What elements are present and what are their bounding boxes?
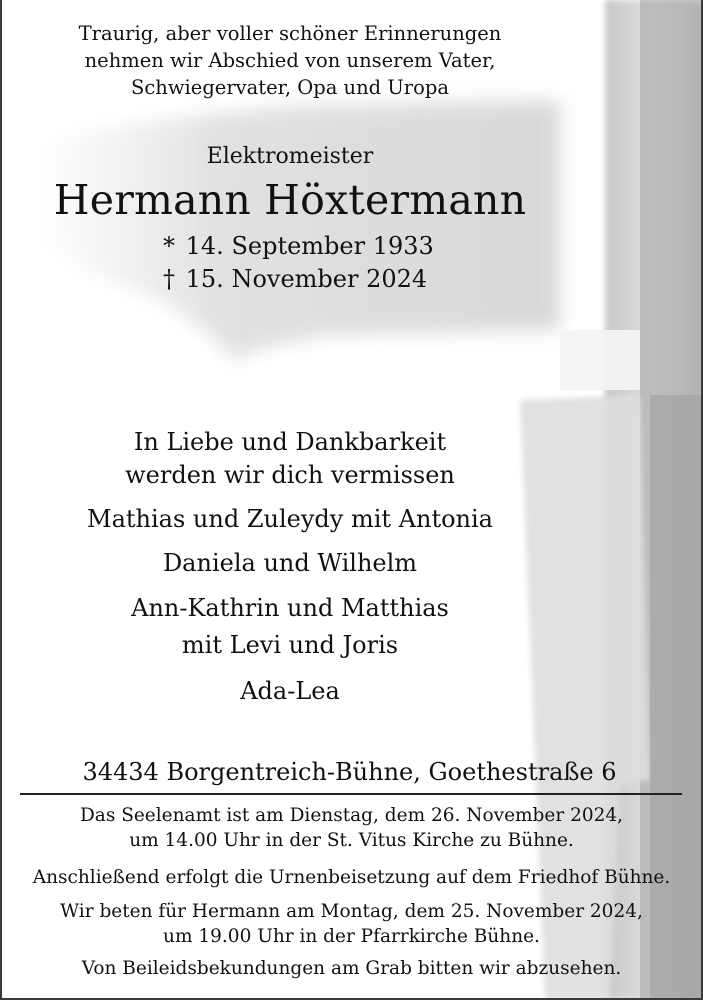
family-member: Ada-Lea (240, 677, 340, 705)
intro-line: Schwiegervater, Opa und Uropa (131, 76, 449, 99)
birth-asterisk-icon: * (163, 232, 175, 260)
intro-line: nehmen wir Abschied von unserem Vater, (84, 49, 496, 72)
life-dates (160, 230, 460, 296)
divider-line (20, 793, 682, 795)
deceased-title: Elektromeister (206, 144, 374, 169)
family-member: Ann-Kathrin und Matthias (131, 594, 449, 622)
notice-line: um 14.00 Uhr in der St. Vitus Kirche zu Bühne. (129, 830, 574, 851)
requiem-notice (0, 803, 703, 853)
notice-line: Das Seelenamt ist am Dienstag, dem 26. November 2024, (79, 805, 624, 826)
death-date-row (160, 263, 460, 296)
death-cross-icon: † (163, 265, 175, 293)
condolence-notice: Von Beileidsbekundungen am Grab bitten wir abzusehen. (81, 958, 622, 979)
mourning-text (0, 426, 580, 492)
mourning-line: In Liebe und Dankbarkeit (133, 428, 447, 456)
burial-notice: Anschließend erfolgt die Urnenbeisetzung auf dem Friedhof Bühne. (32, 867, 671, 888)
family-member: Daniela und Wilhelm (162, 549, 418, 577)
family-member: mit Levi und Joris (181, 631, 399, 659)
mourner-address: 34434 Borgentreich-Bühne, Goethestraße 6 (82, 758, 617, 786)
birth-date: 14. September 1933 (185, 232, 434, 260)
birth-date-row (160, 230, 460, 263)
deceased-name: Hermann Höxtermann (53, 176, 527, 224)
family-member: Mathias und Zuleydy mit Antonia (87, 505, 493, 533)
mourning-line: werden wir dich vermissen (125, 461, 455, 489)
intro-text (0, 20, 580, 101)
intro-line: Traurig, aber voller schöner Erinnerungen (78, 22, 502, 45)
notice-line: um 19.00 Uhr in der Pfarrkirche Bühne. (163, 926, 540, 947)
notice-line: Wir beten für Hermann am Montag, dem 25. November 2024, (60, 901, 643, 922)
death-date: 15. November 2024 (185, 265, 428, 293)
prayer-notice (0, 899, 703, 949)
